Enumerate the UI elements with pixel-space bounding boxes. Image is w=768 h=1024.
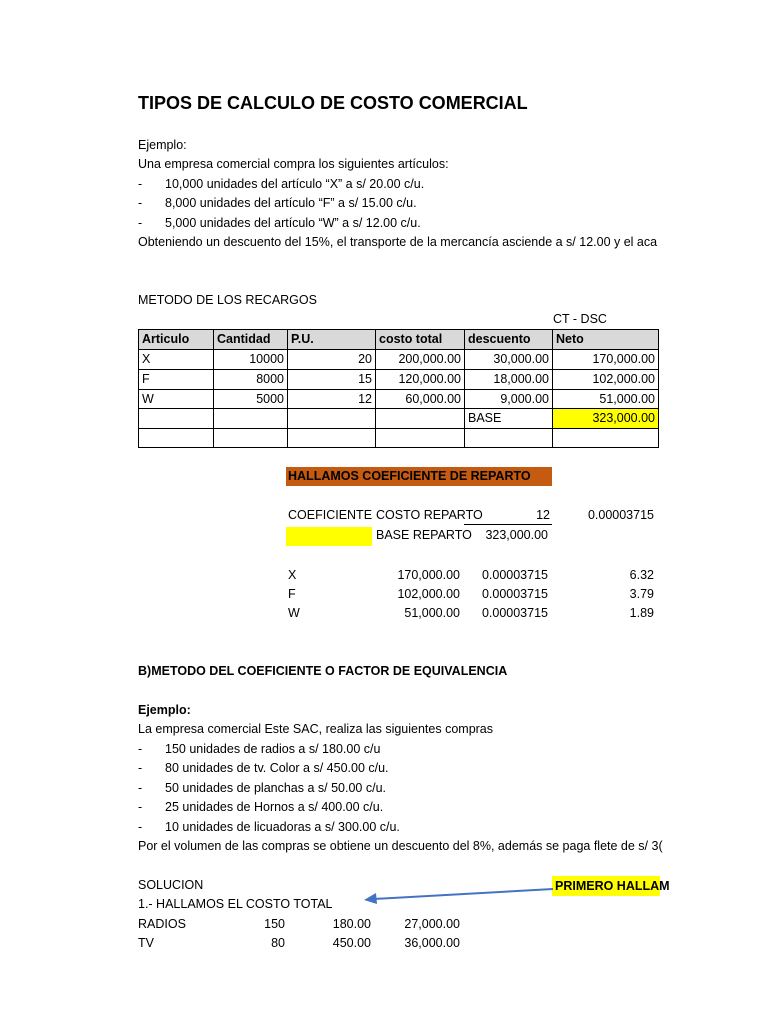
table-cell: 5000 — [214, 390, 288, 409]
example1-item: 10,000 unidades del artículo “X” a s/ 20.00 c/u. — [165, 177, 425, 191]
reparto-neto: 102,000.00 — [397, 587, 460, 601]
table-cell — [288, 429, 376, 448]
table-cell: 51,000.00 — [553, 390, 659, 409]
solucion-heading: SOLUCION — [138, 878, 204, 892]
example2-item: 25 unidades de Hornos a s/ 400.00 c/u. — [165, 800, 384, 814]
bullet-dash: - — [138, 761, 143, 775]
table-cell: 18,000.00 — [465, 370, 553, 390]
reparto-item: X — [288, 568, 297, 582]
bullet-dash: - — [138, 820, 143, 834]
table-cell: 20 — [288, 350, 376, 370]
base-value: 323,000.00 — [553, 409, 659, 429]
reparto-neto: 170,000.00 — [397, 568, 460, 582]
bullet-dash: - — [138, 177, 143, 191]
reparto-result: 1.89 — [629, 606, 654, 620]
reparto-item: F — [288, 587, 296, 601]
costo-reparto-value: 12 — [536, 508, 550, 522]
reparto-result: 3.79 — [629, 587, 654, 601]
table-header: descuento — [465, 330, 553, 350]
table-cell — [465, 429, 553, 448]
costo-item-qty: 80 — [271, 936, 285, 950]
reparto-coef: 0.00003715 — [481, 587, 548, 601]
table-cell: 12 — [288, 390, 376, 409]
coeficiente-label: COEFICIENTE — [288, 508, 373, 522]
table-cell: 170,000.00 — [553, 350, 659, 370]
bullet-dash: - — [138, 800, 143, 814]
costo-item-name: RADIOS — [138, 917, 186, 931]
table-cell: 15 — [288, 370, 376, 390]
bullet-dash: - — [138, 216, 143, 230]
table-cell — [214, 429, 288, 448]
equivalencia-heading: B)METODO DEL COEFICIENTE O FACTOR DE EQUIVALENCIA — [138, 664, 508, 678]
table-cell: F — [139, 370, 214, 390]
bullet-dash: - — [138, 196, 143, 210]
table-header: P.U. — [288, 330, 376, 350]
table-cell: X — [139, 350, 214, 370]
table-cell: 30,000.00 — [465, 350, 553, 370]
costo-reparto-label: COSTO REPARTO — [376, 508, 483, 522]
base-label: BASE — [465, 409, 553, 429]
table-cell: 200,000.00 — [376, 350, 465, 370]
example1-closing: Obteniendo un descuento del 15%, el transporte de la mercancía asciende a s/ 12.00 y el aca — [138, 235, 658, 249]
example2-heading: Ejemplo: — [138, 703, 191, 717]
table-header: costo total — [376, 330, 465, 350]
table-cell — [139, 409, 214, 429]
arrow-icon — [360, 885, 555, 907]
example2-closing: Por el volumen de las compras se obtiene un descuento del 8%, además se paga flete de s/ 3( — [138, 839, 663, 853]
base-reparto-label: BASE REPARTO — [376, 528, 472, 542]
table-cell — [288, 409, 376, 429]
reparto-neto: 51,000.00 — [404, 606, 460, 620]
table-cell — [139, 429, 214, 448]
costo-item-name: TV — [138, 936, 154, 950]
costo-item-total: 36,000.00 — [404, 936, 460, 950]
costo-item-price: 450.00 — [332, 936, 371, 950]
reparto-coef: 0.00003715 — [481, 568, 548, 582]
coeficiente-value: 0.00003715 — [587, 508, 654, 522]
table-header: Cantidad — [214, 330, 288, 350]
table-cell — [376, 429, 465, 448]
table-cell: 102,000.00 — [553, 370, 659, 390]
costo-item-price: 180.00 — [332, 917, 371, 931]
costo-item-total: 27,000.00 — [404, 917, 460, 931]
primero-note: PRIMERO HALLAM — [552, 876, 660, 896]
bullet-dash: - — [138, 742, 143, 756]
step1-heading: 1.- HALLAMOS EL COSTO TOTAL — [138, 897, 333, 911]
costo-item-qty: 150 — [264, 917, 285, 931]
example1-intro: Una empresa comercial compra los siguientes artículos: — [138, 157, 449, 171]
recargos-heading: METODO DE LOS RECARGOS — [138, 293, 317, 307]
table-cell: 9,000.00 — [465, 390, 553, 409]
division-line — [464, 524, 552, 525]
table-cell: 120,000.00 — [376, 370, 465, 390]
table-header: Articulo — [139, 330, 214, 350]
table-header: Neto — [553, 330, 659, 350]
example2-item: 150 unidades de radios a s/ 180.00 c/u — [165, 742, 381, 756]
page-title: TIPOS DE CALCULO DE COSTO COMERCIAL — [138, 93, 528, 113]
table-cell: W — [139, 390, 214, 409]
table-cell: 10000 — [214, 350, 288, 370]
bullet-dash: - — [138, 781, 143, 795]
example2-intro: La empresa comercial Este SAC, realiza las siguientes compras — [138, 722, 494, 736]
table-cell — [553, 429, 659, 448]
reparto-coef: 0.00003715 — [481, 606, 548, 620]
example2-item: 80 unidades de tv. Color a s/ 450.00 c/u. — [165, 761, 389, 775]
reparto-result: 6.32 — [629, 568, 654, 582]
base-reparto-value: 323,000.00 — [485, 528, 548, 542]
table-cell: 60,000.00 — [376, 390, 465, 409]
example2-item: 10 unidades de licuadoras a s/ 300.00 c/u. — [165, 820, 400, 834]
example2-item: 50 unidades de planchas a s/ 50.00 c/u. — [165, 781, 386, 795]
coeficiente-banner: HALLAMOS COEFICIENTE DE REPARTO — [286, 467, 552, 486]
table-cell: 8000 — [214, 370, 288, 390]
table-cell — [214, 409, 288, 429]
example1-item: 5,000 unidades del artículo “W” a s/ 12.00 c/u. — [165, 216, 421, 230]
example1-heading: Ejemplo: — [138, 138, 187, 152]
recargos-table — [138, 329, 659, 448]
table-cell — [376, 409, 465, 429]
formula-label: CT - DSC — [553, 312, 607, 326]
coeficiente-highlight — [286, 527, 372, 546]
example1-item: 8,000 unidades del artículo “F” a s/ 15.00 c/u. — [165, 196, 417, 210]
reparto-item: W — [288, 606, 300, 620]
